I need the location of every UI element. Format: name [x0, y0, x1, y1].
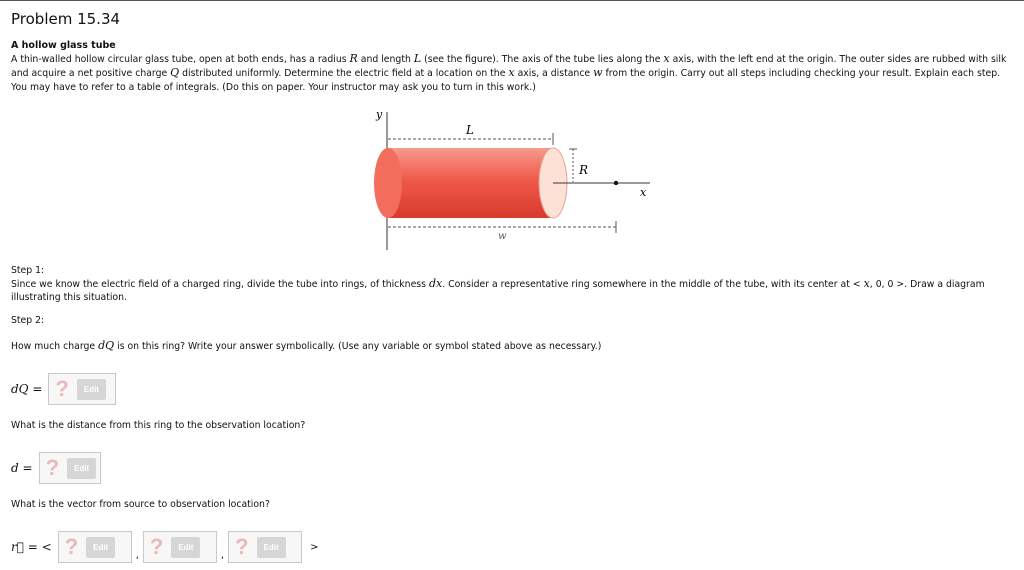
question-vector: What is the vector from source to observation location? [11, 499, 270, 510]
question-mark-icon: ? [64, 534, 79, 559]
r-y-edit-button[interactable]: Edit [171, 537, 200, 558]
tube-left-end [374, 148, 402, 218]
step1-text: Since we know the electric field of a charged ring, divide the tube into rings, of thickness dx. Consider a representative ring somewhere in the middle of the tube, with its center at < x, 0, 0 >. Draw a diagram illustrating this situation. [11, 277, 985, 303]
question-mark-icon: ? [235, 534, 249, 559]
comma-separator: , [220, 550, 225, 561]
question-distance: What is the distance from this ring to the observation location? [11, 420, 306, 431]
d-edit-button[interactable]: Edit [67, 458, 96, 479]
question-dQ: How much charge dQ is on this ring? Write your answer symbolically. (Use any variable or symbol stated above as necessary.) [11, 339, 602, 352]
r-z-edit-button[interactable]: Edit [257, 537, 286, 558]
distance-label: w [498, 231, 507, 242]
step2-heading: Step 2: [11, 315, 45, 326]
question-mark-icon: ? [55, 376, 69, 401]
problem-description: A thin-walled hollow circular glass tube, open at both ends, has a radius R and length L (see the figure). The axis of the tube lies along the x axis, with the left end at the origin. The outer sides are rubbed with silk and acquire a net positive charge Q distributed uniformly. Determine the electric field at a location on the x axis, a distance w from the origin. Carry out all steps including checking your result. Explain each step. You may have to refer to a table of integrals. (Do this on paper. Your instructor may ask you to turn in this work.) [11, 52, 1007, 93]
question-mark-icon: ? [149, 534, 164, 559]
observation-point [614, 181, 618, 185]
comma-separator: , [135, 550, 139, 561]
r-z-component-field[interactable] [228, 531, 302, 563]
problem-subtitle: A hollow glass tube [11, 40, 116, 51]
dQ-answer-field[interactable] [48, 373, 116, 405]
d-label: d = [11, 461, 33, 475]
step1-heading: Step 1: [11, 265, 45, 276]
length-label: L [466, 123, 474, 137]
tube-body [388, 148, 553, 218]
top-divider [0, 0, 1024, 1]
dQ-label: dQ = [11, 382, 43, 396]
r-y-component-field[interactable] [143, 531, 217, 563]
question-mark-icon: ? [45, 455, 60, 480]
radius-label: R [579, 163, 589, 177]
r-x-edit-button[interactable]: Edit [86, 537, 115, 558]
dQ-edit-button[interactable]: Edit [77, 379, 106, 400]
r-vector-close: > [310, 541, 319, 553]
y-axis-label: y [376, 108, 383, 121]
x-axis-label: x [640, 186, 647, 199]
d-answer-field[interactable] [39, 452, 101, 484]
tube-figure [360, 100, 670, 260]
r-vector-label: r⃗ = < [11, 540, 52, 554]
dQ-answer-row [11, 371, 120, 407]
d-answer-row [11, 450, 105, 486]
r-answer-row [11, 529, 324, 565]
r-x-component-field[interactable] [58, 531, 132, 563]
tube-diagram [360, 100, 670, 260]
page-title: Problem 15.34 [11, 10, 121, 28]
